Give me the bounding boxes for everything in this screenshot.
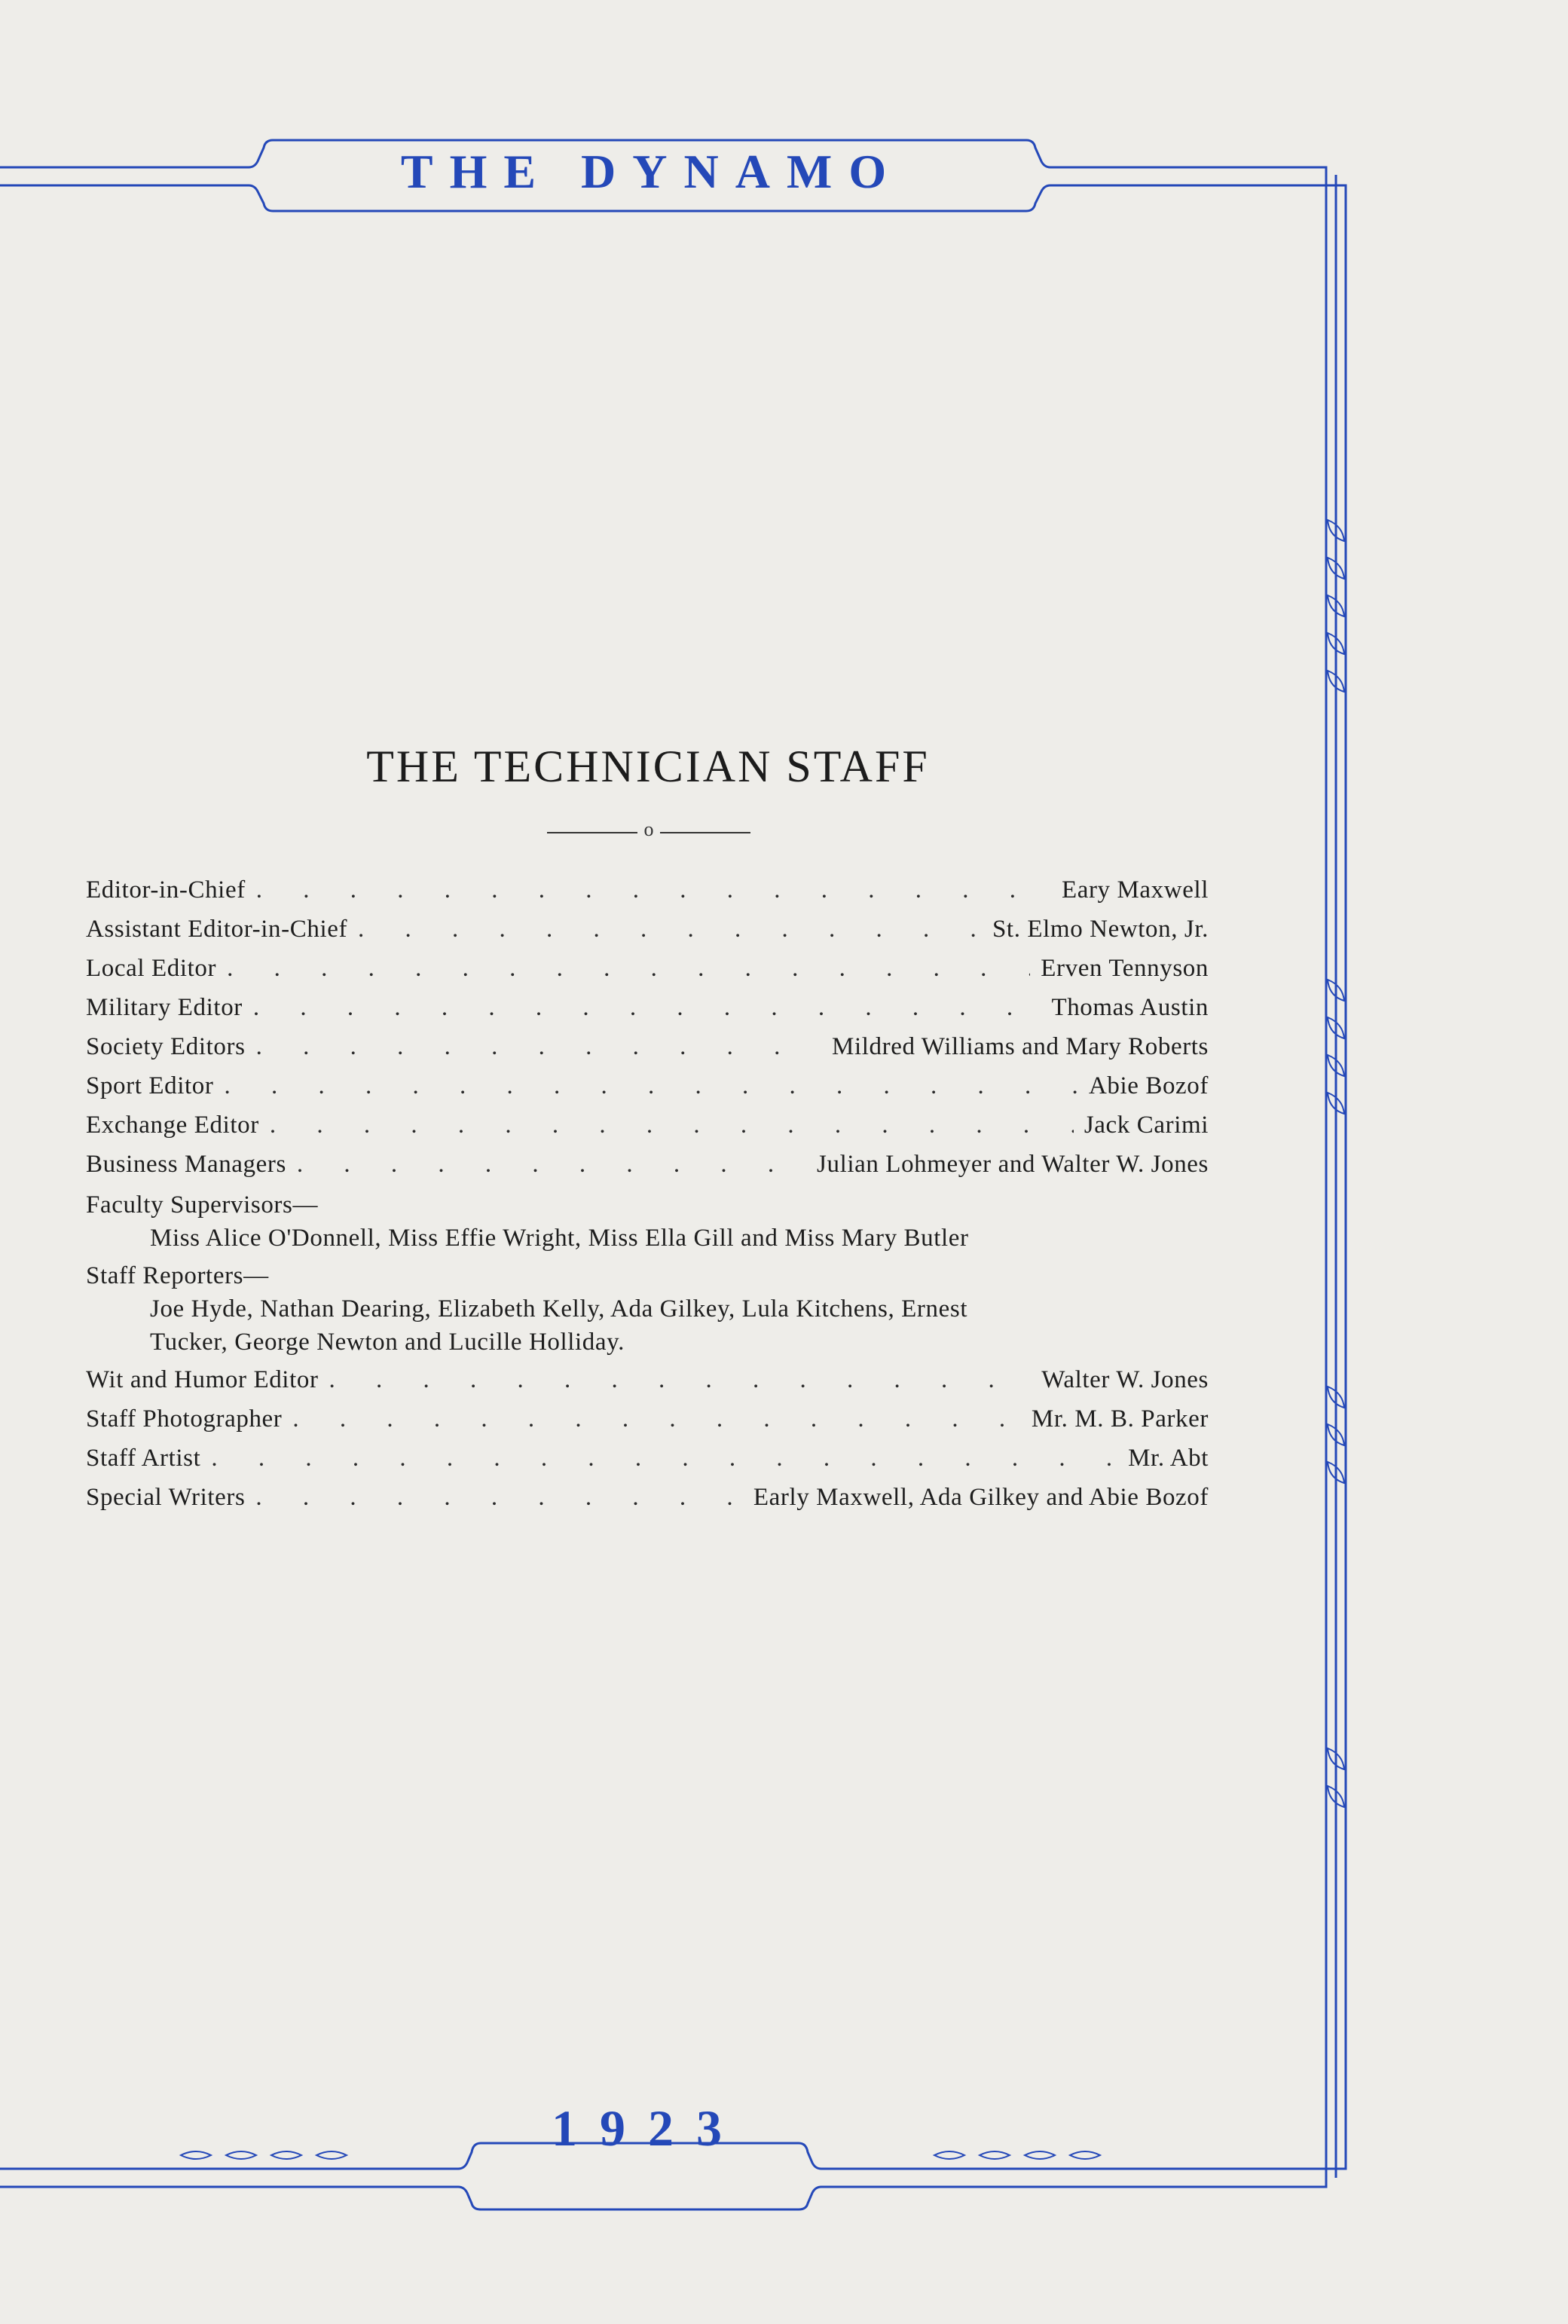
staff-row (86, 988, 1209, 1027)
faculty-supervisors-heading: Faculty Supervisors— (86, 1191, 319, 1219)
staff-role: Assistant Editor-in-Chief (86, 916, 348, 943)
dot-leader (256, 870, 1051, 910)
staff-reporters-heading: Staff Reporters— (86, 1262, 269, 1289)
staff-role: Staff Artist (86, 1445, 201, 1472)
staff-name: Thomas Austin (1051, 994, 1209, 1021)
staff-role: Staff Photographer (86, 1405, 283, 1433)
staff-role: Special Writers (86, 1484, 246, 1511)
divider-ornament: o (643, 818, 654, 840)
dot-leader (253, 988, 1041, 1027)
staff-name: Early Maxwell, Ada Gilkey and Abie Bozof (753, 1484, 1209, 1511)
staff-row (86, 1360, 1209, 1399)
staff-name: Eary Maxwell (1061, 876, 1209, 904)
dot-leader (227, 949, 1030, 988)
staff-list (86, 870, 1209, 1517)
faculty-supervisors-names: Miss Alice O'Donnell, Miss Effie Wright, Miss Ella Gill and Miss Mary Butler (150, 1225, 969, 1252)
staff-reporters-group (86, 1259, 1209, 1359)
staff-row (86, 949, 1209, 988)
dot-leader (255, 1478, 742, 1517)
page-title: THE TECHNICIAN STAFF (366, 742, 930, 791)
staff-name: Jack Carimi (1084, 1112, 1209, 1139)
staff-name: Abie Bozof (1088, 1072, 1209, 1099)
staff-row (86, 1399, 1209, 1439)
dot-leader (224, 1066, 1078, 1105)
header-title: THE DYNAMO (400, 145, 903, 198)
staff-role: Editor-in-Chief (86, 876, 246, 904)
dot-leader (297, 1145, 806, 1184)
dot-leader (211, 1439, 1117, 1478)
staff-name: Erven Tennyson (1041, 955, 1209, 982)
footer-year: 1923 (552, 2099, 744, 2157)
dot-leader (329, 1360, 1032, 1399)
faculty-supervisors-group (86, 1188, 1209, 1255)
dot-leader (256, 1027, 821, 1066)
staff-role: Sport Editor (86, 1072, 214, 1099)
staff-row (86, 1439, 1209, 1478)
staff-row (86, 1066, 1209, 1105)
dot-leader (270, 1105, 1074, 1145)
staff-name: Walter W. Jones (1041, 1366, 1209, 1393)
staff-name: St. Elmo Newton, Jr. (992, 916, 1209, 943)
divider-line-left (547, 832, 637, 833)
staff-row (86, 870, 1209, 910)
staff-role: Exchange Editor (86, 1112, 259, 1139)
staff-row (86, 1105, 1209, 1145)
staff-role: Wit and Humor Editor (86, 1366, 319, 1393)
staff-reporters-line: Tucker, George Newton and Lucille Holliday. (150, 1329, 625, 1356)
divider-line-right (660, 832, 750, 833)
staff-row (86, 1027, 1209, 1066)
staff-role: Business Managers (86, 1151, 286, 1178)
staff-row (86, 1478, 1209, 1517)
staff-role: Society Editors (86, 1033, 246, 1060)
dot-leader (358, 910, 982, 949)
staff-row (86, 1145, 1209, 1184)
staff-role: Military Editor (86, 994, 243, 1021)
title-divider (547, 820, 750, 842)
staff-name: Mr. Abt (1128, 1445, 1209, 1472)
staff-name: Mr. M. B. Parker (1031, 1405, 1209, 1433)
staff-name: Mildred Williams and Mary Roberts (832, 1033, 1209, 1060)
staff-row (86, 910, 1209, 949)
staff-name: Julian Lohmeyer and Walter W. Jones (817, 1151, 1209, 1178)
staff-reporters-line: Joe Hyde, Nathan Dearing, Elizabeth Kelly, Ada Gilkey, Lula Kitchens, Ernest (150, 1295, 968, 1323)
dot-leader (292, 1399, 1021, 1439)
staff-role: Local Editor (86, 955, 217, 982)
